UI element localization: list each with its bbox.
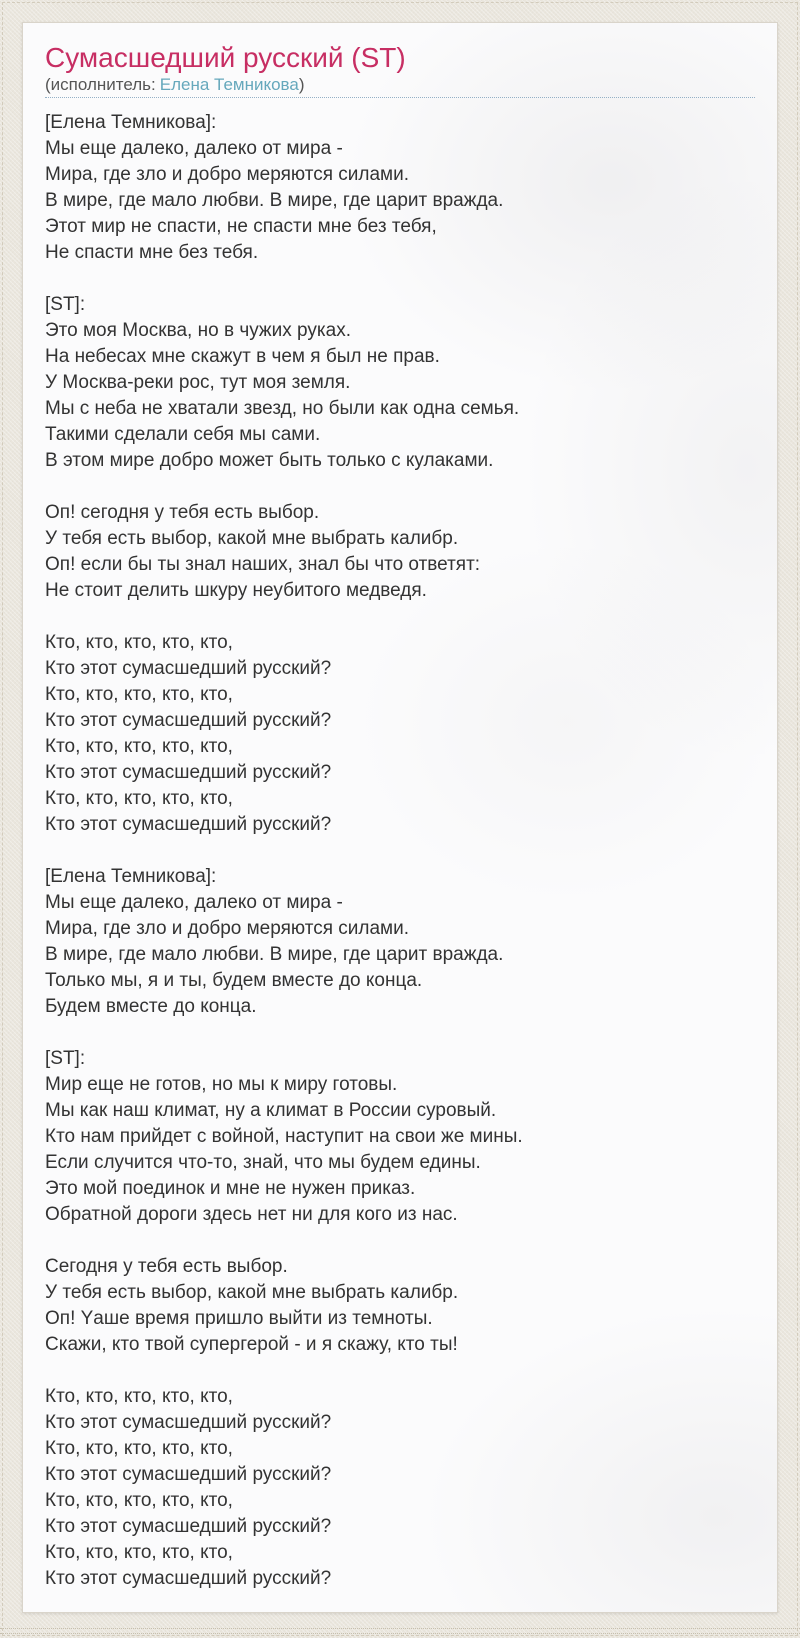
artist-link[interactable]: Елена Темникова	[159, 75, 299, 94]
lyrics-stanza	[45, 1384, 755, 1592]
lyrics-line: Кто этот сумасшедший русский?	[45, 1516, 332, 1537]
lyrics-line: Это мой поединок и мне не нужен приказ.	[45, 1178, 416, 1199]
artist-meta	[45, 75, 755, 95]
lyrics-stanza	[45, 1046, 755, 1228]
lyrics-stanza	[45, 110, 755, 266]
lyrics-line: Не спасти мне без тебя.	[45, 242, 259, 263]
lyrics-line: Только мы, я и ты, будем вместе до конца.	[45, 970, 423, 991]
lyrics-line: Мы еще далеко, далеко от мира -	[45, 892, 343, 913]
lyrics-line: [Елена Темникова]:	[45, 112, 217, 133]
lyrics-line: Сегодня у тебя есть выбор.	[45, 1256, 288, 1277]
lyrics-stanza	[45, 500, 755, 604]
lyrics-line: Кто нам прийдет с войной, наступит на свои же мины.	[45, 1126, 523, 1147]
lyrics-line: Мир еще не готов, но мы к миру готовы.	[45, 1074, 398, 1095]
title-separator	[45, 95, 755, 98]
lyrics-line: [ST]:	[45, 294, 86, 315]
lyrics-stanza	[45, 292, 755, 474]
lyrics-line: Мира, где зло и добро меряются силами.	[45, 918, 410, 939]
artist-meta-suffix: )	[298, 75, 305, 94]
lyrics-line: Кто, кто, кто, кто, кто,	[45, 1542, 233, 1563]
lyrics-line: Не стоит делить шкуру неубитого медведя.	[45, 580, 427, 601]
lyrics-line: Кто, кто, кто, кто, кто,	[45, 684, 233, 705]
lyrics-line: Мы с неба не хватали звезд, но были как одна семья.	[45, 398, 520, 419]
lyrics-line: Мира, где зло и добро меряются силами.	[45, 164, 410, 185]
lyrics-line: В этом мире добро может быть только с кулаками.	[45, 450, 494, 471]
lyrics-line: Если случится что-то, знай, что мы будем едины.	[45, 1152, 481, 1173]
lyrics-line: Мы как наш климат, ну а климат в России суровый.	[45, 1100, 497, 1121]
lyrics-line: [ST]:	[45, 1048, 86, 1069]
lyrics-line: Кто, кто, кто, кто, кто,	[45, 736, 233, 757]
lyrics-line: Оп! сегодня у тебя есть выбор.	[45, 502, 320, 523]
lyrics-line: Кто этот сумасшедший русский?	[45, 1568, 332, 1589]
lyrics-line: Оп! Yаше время пришло выйти из темноты.	[45, 1308, 433, 1329]
lyrics-line: У тебя есть выбор, какой мне выбрать калибр.	[45, 1282, 459, 1303]
lyrics-line: У Москва-реки рос, тут моя земля.	[45, 372, 351, 393]
lyrics-line: Кто, кто, кто, кто, кто,	[45, 632, 233, 653]
artist-meta-prefix: (исполнитель:	[45, 75, 156, 94]
lyrics-line: Обратной дороги здесь нет ни для кого из нас.	[45, 1204, 458, 1225]
lyrics-line: Это моя Москва, но в чужих руках.	[45, 320, 351, 341]
bottom-stitch-line	[0, 1628, 800, 1634]
lyrics-line: На небесах мне скажут в чем я был не прав.	[45, 346, 440, 367]
lyrics-line: Кто, кто, кто, кто, кто,	[45, 1386, 233, 1407]
lyrics-line: Этот мир не спасти, не спасти мне без тебя,	[45, 216, 437, 237]
lyrics-line: [Елена Темникова]:	[45, 866, 217, 887]
lyrics-line: У тебя есть выбор, какой мне выбрать калибр.	[45, 528, 459, 549]
lyrics-line: Кто этот сумасшедший русский?	[45, 710, 332, 731]
song-title: Сумасшедший русский (ST)	[45, 42, 406, 73]
lyrics-line: Мы еще далеко, далеко от мира -	[45, 138, 343, 159]
lyrics-line: Будем вместе до конца.	[45, 996, 257, 1017]
lyrics-text	[45, 110, 755, 1592]
content-card	[22, 22, 778, 1613]
lyrics-line: Оп! если бы ты знал наших, знал бы что ответят:	[45, 554, 481, 575]
lyrics-line: Такими сделали себя мы сами.	[45, 424, 321, 445]
lyrics-stanza	[45, 630, 755, 838]
lyrics-line: Кто, кто, кто, кто, кто,	[45, 1438, 233, 1459]
lyrics-line: В мире, где мало любви. В мире, где царит вражда.	[45, 944, 504, 965]
lyrics-line: Кто, кто, кто, кто, кто,	[45, 1490, 233, 1511]
lyrics-line: Кто этот сумасшедший русский?	[45, 1412, 332, 1433]
lyrics-line: Кто этот сумасшедший русский?	[45, 762, 332, 783]
lyrics-line: Кто этот сумасшедший русский?	[45, 658, 332, 679]
lyrics-line: Кто этот сумасшедший русский?	[45, 814, 332, 835]
lyrics-line: Кто этот сумасшедший русский?	[45, 1464, 332, 1485]
lyrics-line: В мире, где мало любви. В мире, где царит вражда.	[45, 190, 504, 211]
lyrics-stanza	[45, 864, 755, 1020]
lyrics-stanza	[45, 1254, 755, 1358]
lyrics-line: Скажи, кто твой супергерой - и я скажу, кто ты!	[45, 1334, 458, 1355]
lyrics-line: Кто, кто, кто, кто, кто,	[45, 788, 233, 809]
